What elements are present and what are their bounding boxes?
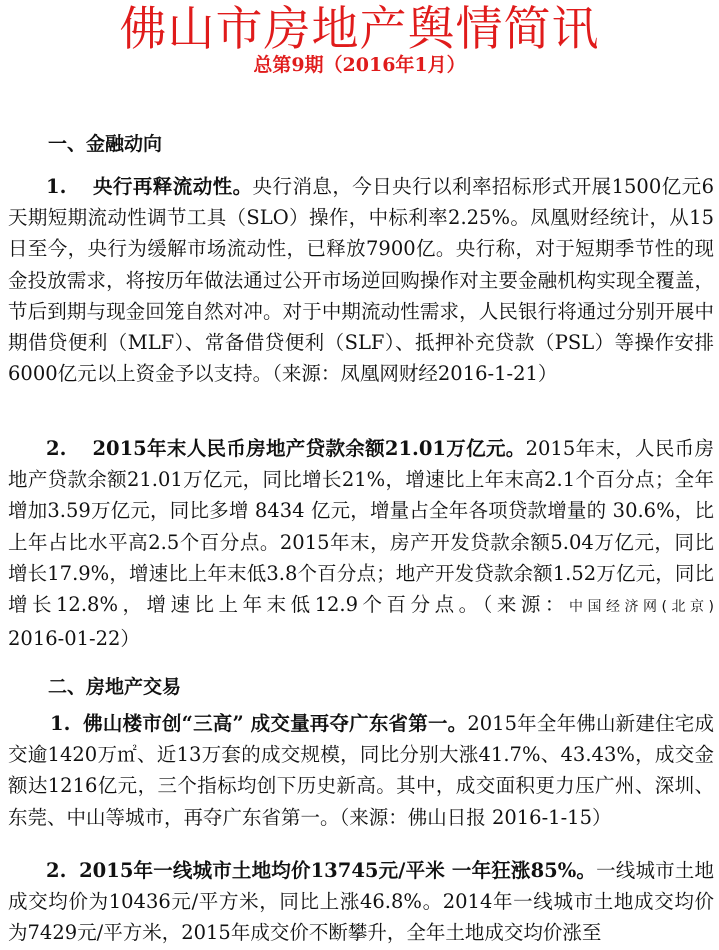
item-body: 2015年末，人民币房地产贷款余额21.01万亿元，同比增长21%，增速比上年末高2.1个百分点；全年增加3.59万亿元，同比多增 8434 亿元，增量占全年各项贷款增量的 30.6%，比上年占比水平高2.5个百分点。2015年末，房产开发贷款余额5.04万亿元，同比增长17.9%，增速比上年末低3.8个百分点；地产开发贷款余额1.52万亿元，同比增长12.8%，增速比上年末低12.9个百分点。（来源： xyxy=(8,437,714,617)
item-index: 2. xyxy=(46,859,67,882)
item-index: 2. xyxy=(46,437,67,460)
item-headline: 2015年末人民币房地产贷款余额21.01万亿元。 xyxy=(92,437,526,460)
section-heading-finance: 一、金融动向 xyxy=(48,133,163,155)
item-index: 1. xyxy=(46,175,67,198)
item-headline: 央行再释流动性。 xyxy=(92,175,253,198)
news-item-trading-2 xyxy=(8,855,714,949)
item-source-date: 2016-01-22） xyxy=(8,627,140,651)
item-headline: 2015年一线城市土地均价13745元/平米 一年狂涨85%。 xyxy=(79,859,597,882)
news-item-trading-1 xyxy=(8,708,714,833)
item-index: 1. xyxy=(50,712,71,735)
item-body: 央行消息，今日央行以利率招标形式开展1500亿元6天期短期流动性调节工具（SLO）操作，中标利率2.25%。凤凰财经统计，从15日至今，央行为缓解市场流动性，已释放7900亿。央行称，对于短期季节性的现金投放需求，将按历年做法通过公开市场逆回购操作对主要金融机构实现全覆盖，节后到期与现金回笼自然对冲。对于中期流动性需求，人民银行将通过分别开展中期借贷便利（MLF）、常备借贷便利（SLF）、抵押补充贷款（PSL）等操作安排6000亿元以上资金予以支持。（来源：凤凰网财经2016-1-21） xyxy=(8,175,714,386)
news-item-finance-2 xyxy=(8,433,714,654)
item-headline: 佛山楼市创“三高” 成交量再夺广东省第一。 xyxy=(83,712,468,735)
section-heading-trading: 二、房地产交易 xyxy=(48,676,182,698)
issue-number: 总第9期（2016年1月） xyxy=(253,54,466,76)
item-body: 2015年全年佛山新建住宅成交逾1420万㎡、近13万套的成交规模，同比分别大涨41.7%、43.43%，成交金额达1216亿元，三个指标均创下历史新高。其中，成交面积更力压广州、深圳、东莞、中山等城市，再夺广东省第一。（来源：佛山日报 2016-1-15） xyxy=(8,712,714,829)
item-body: 一线城市土地成交均价为10436元/平方米，同比上涨46.8%。2014年一线城市土地成交均价为7429元/平方米，2015年成交价不断攀升，全年土地成交均价涨至 xyxy=(8,859,714,945)
item-source-name: 中国经济网(北京) xyxy=(568,599,714,616)
newsletter-title: 佛山市房地产舆情简讯 xyxy=(119,2,600,57)
news-item-finance-1 xyxy=(8,171,714,389)
